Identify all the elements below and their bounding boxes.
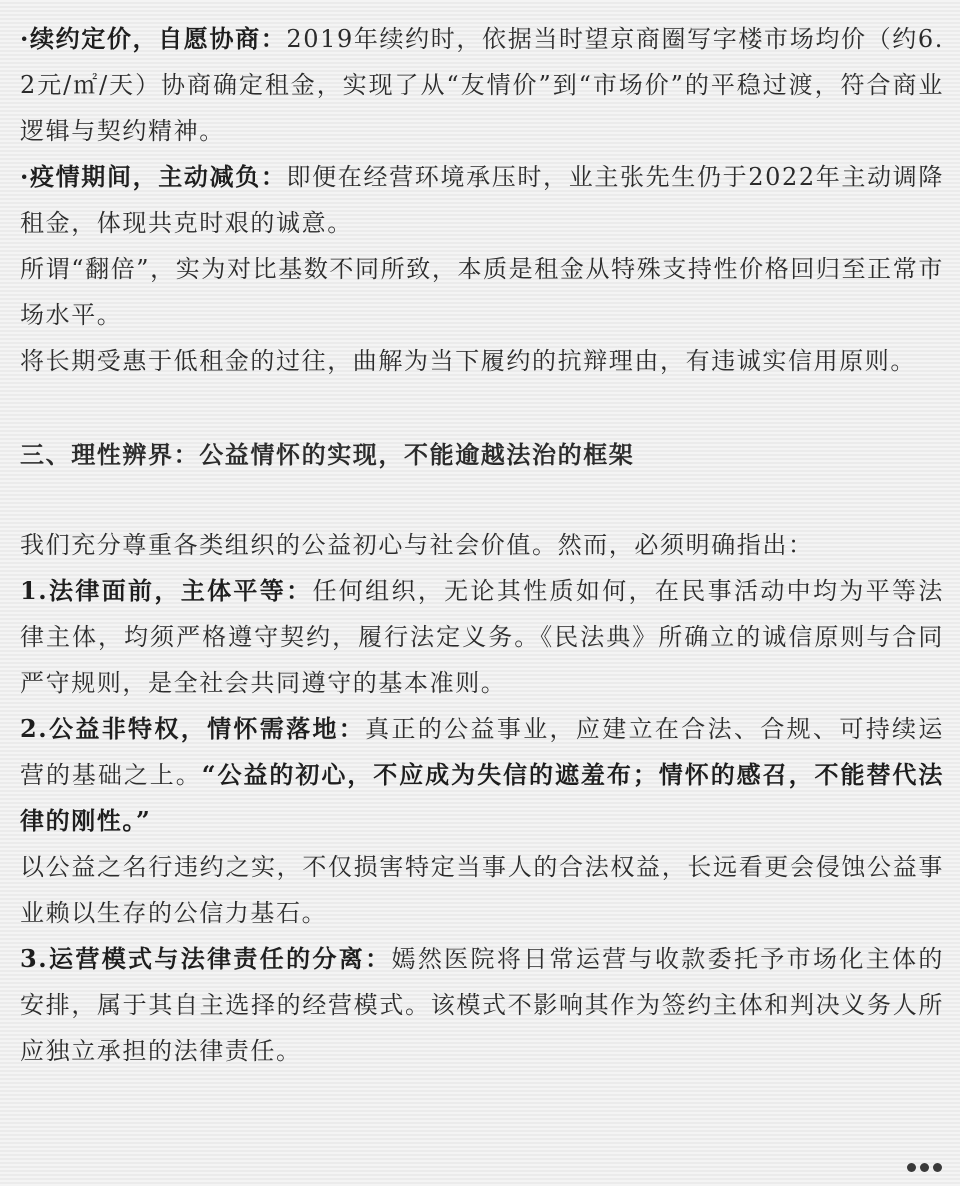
more-dots-icon[interactable] — [907, 1163, 942, 1172]
paragraph-point-2 — [20, 706, 944, 844]
point-2-text: 真正的公益事业，应建立在合法、合规、可持续运营的基础之上。 — [20, 715, 944, 789]
pandemic-relief-lead: ·疫情期间，主动减负： — [20, 162, 287, 191]
paragraph-renewal-pricing — [20, 16, 944, 154]
spacer — [20, 478, 944, 522]
dot — [933, 1163, 942, 1172]
paragraph-pandemic-relief — [20, 154, 944, 246]
article-body — [20, 16, 944, 1074]
section-heading-three: 三、理性辨界：公益情怀的实现，不能逾越法治的框架 — [20, 440, 635, 469]
renewal-pricing-text: 2019年续约时，依据当时望京商圈写字楼市场均价（约6.2元/㎡/天）协商确定租金，实现了从“友情价”到“市场价”的平稳过渡，符合商业逻辑与契约精神。 — [20, 25, 944, 145]
paragraph-good-faith: 将长期受惠于低租金的过往，曲解为当下履约的抗辩理由，有违诚实信用原则。 — [20, 347, 916, 375]
pandemic-relief-text: 即便在经营环境承压时，业主张先生仍于2022年主动调降租金，体现共克时艰的诚意。 — [20, 163, 944, 237]
spacer — [20, 384, 944, 432]
paragraph-respect: 我们充分尊重各类组织的公益初心与社会价值。然而，必须明确指出： — [20, 531, 814, 559]
point-2-lead: 2.公益非特权，情怀需落地： — [20, 714, 366, 743]
paragraph-erosion: 以公益之名行违约之实，不仅损害特定当事人的合法权益，长远看更会侵蚀公益事业赖以生存的公信力基石。 — [20, 853, 944, 927]
dot — [920, 1163, 929, 1172]
point-3-lead: 3.运营模式与法律责任的分离： — [20, 944, 392, 973]
point-3-text: 嫣然医院将日常运营与收款委托予市场化主体的安排，属于其自主选择的经营模式。该模式不影响其作为签约主体和判决义务人所应独立承担的法律责任。 — [20, 945, 944, 1065]
point-1-text: 任何组织，无论其性质如何，在民事活动中均为平等法律主体，均须严格遵守契约，履行法定义务。《民法典》所确立的诚信原则与合同严守规则，是全社会共同遵守的基本准则。 — [20, 577, 944, 697]
point-1-lead: 1.法律面前，主体平等： — [20, 576, 313, 605]
dot — [907, 1163, 916, 1172]
renewal-pricing-lead: ·续约定价，自愿协商： — [20, 24, 287, 53]
paragraph-doubling-explanation: 所谓“翻倍”，实为对比基数不同所致，本质是租金从特殊支持性价格回归至正常市场水平。 — [20, 255, 944, 329]
paragraph-point-1 — [20, 568, 944, 706]
point-2-quote: “公益的初心，不应成为失信的遮羞布；情怀的感召，不能替代法律的刚性。” — [20, 760, 944, 835]
paragraph-point-3 — [20, 936, 944, 1074]
